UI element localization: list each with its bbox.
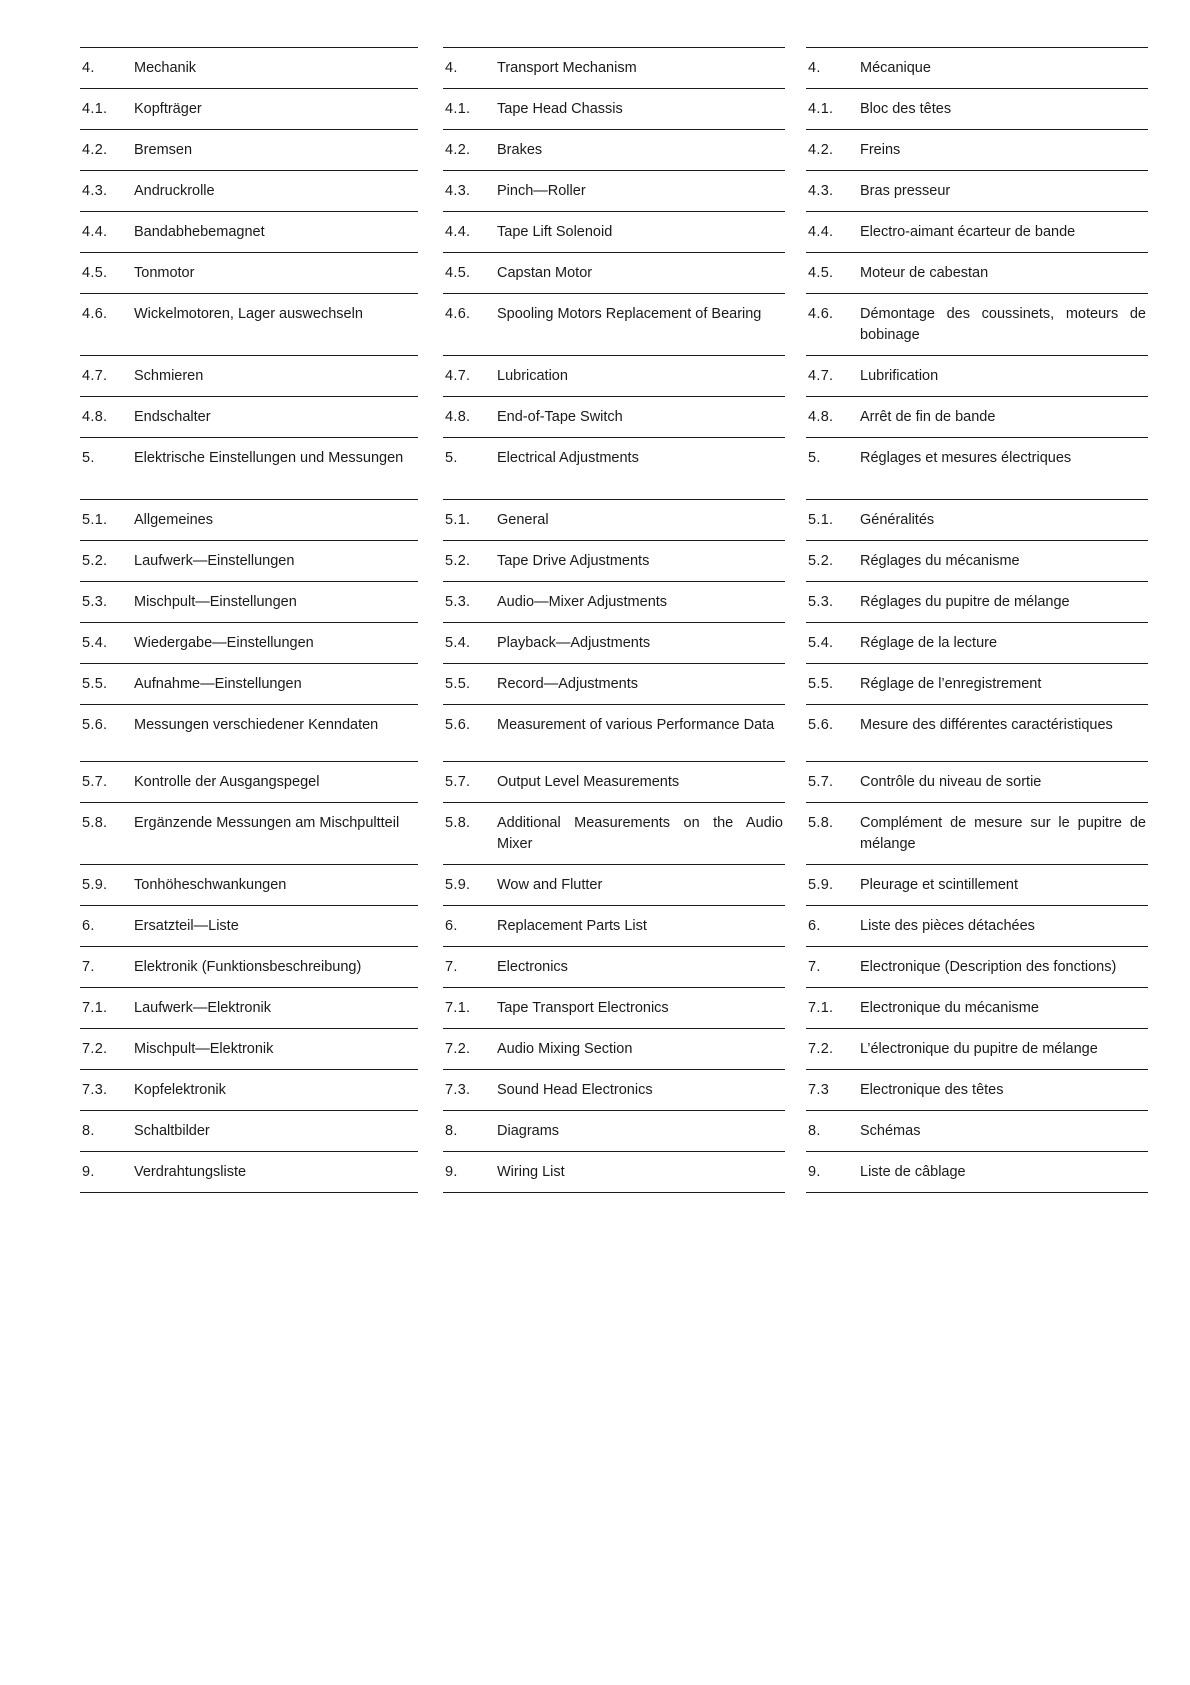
toc-entry-title: Réglage de la lecture [860,635,998,651]
toc-entry [80,1069,418,1110]
toc-entry-number: 5.6. [808,717,834,733]
toc-entry-number: 5.5. [82,676,108,692]
toc-entry-title: Mischpult—Einstellungen [134,594,297,610]
toc-entry [80,293,418,355]
toc-entry [443,581,785,622]
toc-entry [806,88,1148,129]
toc-entry-title: Kopfelektronik [134,1082,226,1098]
toc-entry-number: 6. [808,918,821,934]
toc-entry-number: 4.5. [82,265,108,281]
toc-entry-title: Replacement Parts List [497,918,647,934]
toc-entry [443,663,785,704]
toc-entry [80,499,418,540]
toc-entry [443,905,785,946]
toc-entry-title: Ergänzende Messungen am Mischpultteil [134,815,400,831]
toc-entry-title: Contrôle du niveau de sortie [860,774,1042,790]
toc-entry [806,129,1148,170]
toc-entry-number: 4. [82,60,95,76]
toc-entry-number: 4.4. [808,224,834,240]
toc-entry-title: Verdrahtungsliste [134,1164,247,1180]
toc-entry [806,355,1148,396]
toc-entry [443,88,785,129]
toc-entry [80,252,418,293]
toc-entry-number: 4.5. [445,265,471,281]
toc-entry-title: Liste des pièces détachées [860,918,1035,934]
toc-entry-title: Audio Mixing Section [497,1041,633,1057]
toc-entry-title: Tape Drive Adjustments [497,553,650,569]
toc-entry [806,761,1148,802]
toc-entry [80,946,418,987]
toc-entry-title: Playback—Adjustments [497,635,651,651]
toc-entry-number: 4. [808,60,821,76]
toc-entry [806,293,1148,355]
toc-entry-number: 4.3. [445,183,471,199]
toc-entry [806,905,1148,946]
toc-entry [80,864,418,905]
toc-entry-title: Moteur de cabestan [860,265,989,281]
toc-entry-title: Wickelmotoren, Lager auswechseln [134,306,363,322]
toc-entry-title: Record—Adjustments [497,676,639,692]
toc-entry-number: 4.4. [82,224,108,240]
toc-entry-title: Ersatzteil—Liste [134,918,239,934]
toc-entry-title: Elektronik (Funktionsbeschreibung) [134,959,362,975]
toc-entry-title: Spooling Motors Replacement of Bearing [497,306,762,322]
toc-entry [80,987,418,1028]
toc-entry-number: 4.7. [808,368,834,384]
toc-entry [443,1069,785,1110]
toc-entry-number: 5. [445,450,458,466]
toc-entry-title: Output Level Measurements [497,774,680,790]
toc-entry-number: 5.8. [82,815,108,831]
toc-entry [806,1069,1148,1110]
toc-entry-number: 7.2. [445,1041,471,1057]
toc-entry-title: Généralités [860,512,935,528]
toc-entry [443,129,785,170]
toc-entry-title: Electro-aimant écarteur de bande [860,224,1076,240]
toc-entry [806,581,1148,622]
toc-entry [443,704,785,761]
toc-entry-number: 9. [808,1164,821,1180]
toc-entry-title: Kontrolle der Ausgangspegel [134,774,320,790]
toc-entry-number: 4.1. [82,101,108,117]
toc-entry [443,1110,785,1151]
toc-entry [443,761,785,802]
toc-entry [80,761,418,802]
toc-entry-number: 5.3. [445,594,471,610]
toc-entry [443,622,785,663]
toc-entry-title: Tonmotor [134,265,195,281]
toc-entry [80,540,418,581]
toc-entry [443,987,785,1028]
toc-entry-title: Laufwerk—Einstellungen [134,553,295,569]
toc-entry [443,355,785,396]
toc-entry [80,355,418,396]
toc-entry-title: L’électronique du pupitre de mélange [860,1041,1098,1057]
toc-entry-number: 5. [808,450,821,466]
toc-entry [806,499,1148,540]
toc-entry-title: Freins [860,142,901,158]
toc-entry-number: 5.8. [808,815,834,831]
closing-rule [443,1192,785,1193]
toc-entry [80,88,418,129]
toc-entry [443,47,785,88]
toc-entry-number: 5.9. [445,877,471,893]
toc-entry-title: Bloc des têtes [860,101,952,117]
toc-entry-number: 4.2. [445,142,471,158]
toc-entry [806,437,1148,499]
toc-entry-number: 4.3. [808,183,834,199]
toc-entry-number: 9. [82,1164,95,1180]
toc-entry [443,1028,785,1069]
toc-entry-number: 5.1. [82,512,108,528]
toc-entry-title: Mischpult—Elektronik [134,1041,274,1057]
toc-entry-title: Laufwerk—Elektronik [134,1000,271,1016]
toc-entry-title: Capstan Motor [497,265,593,281]
toc-entry-number: 5.6. [445,717,471,733]
toc-entry [80,663,418,704]
toc-entry-title: Audio—Mixer Adjustments [497,594,668,610]
toc-entry-title: Schmieren [134,368,204,384]
toc-entry-title: Réglage de l’enregistrement [860,676,1042,692]
toc-entry-number: 7. [82,959,95,975]
toc-entry [80,1151,418,1192]
toc-entry-number: 4.8. [82,409,108,425]
toc-entry-number: 4.4. [445,224,471,240]
toc-entry-title: Réglages du mécanisme [860,553,1020,569]
toc-entry-number: 7. [445,959,458,975]
toc-entry-title: Transport Mechanism [497,60,637,76]
toc-entry-number: 4.6. [82,306,108,322]
toc-entry-number: 4.6. [808,306,834,322]
toc-entry-title: Brakes [497,142,543,158]
toc-entry-number: 5.5. [808,676,834,692]
toc-entry-title: Diagrams [497,1123,560,1139]
toc-entry [80,704,418,761]
toc-entry-number: 7.1. [445,1000,471,1016]
toc-entry-number: 5.2. [808,553,834,569]
toc-entry-title: Wow and Flutter [497,877,603,893]
toc-entry-title: Electronique des têtes [860,1082,1004,1098]
closing-rule [806,1192,1148,1193]
toc-entry-number: 5.7. [445,774,471,790]
toc-entry-title: Messungen verschiedener Kenndaten [134,717,379,733]
toc-entry-title: Tape Lift Solenoid [497,224,613,240]
toc-entry [443,211,785,252]
toc-entry-title: Liste de câblage [860,1164,966,1180]
toc-entry-title: Lubrification [860,368,939,384]
toc-entry-title: Aufnahme—Einstellungen [134,676,302,692]
toc-entry [443,252,785,293]
toc-entry [806,1028,1148,1069]
toc-entry-title: Tonhöheschwankungen [134,877,287,893]
toc-entry-number: 5.4. [445,635,471,651]
toc-entry-title: Démontage des coussinets, moteurs de bobinage [860,306,1146,343]
toc-entry-title: Réglages et mesures électriques [860,450,1072,466]
toc-entry-number: 4.5. [808,265,834,281]
toc-entry [806,47,1148,88]
toc-entry-number: 5.8. [445,815,471,831]
toc-entry-number: 5.9. [82,877,108,893]
toc-entry [443,293,785,355]
toc-entry [443,864,785,905]
toc-entry-number: 7.3 [808,1082,830,1098]
toc-entry-number: 4.8. [445,409,471,425]
column-french [806,47,1148,1193]
toc-entry-number: 4. [445,60,458,76]
toc-entry [806,704,1148,761]
toc-entry-title: Pinch—Roller [497,183,586,199]
toc-entry-number: 4.1. [808,101,834,117]
toc-entry [806,802,1148,864]
toc-entry-number: 4.6. [445,306,471,322]
toc-entry-number: 7.3. [445,1082,471,1098]
toc-entry [806,987,1148,1028]
toc-entry-number: 4.7. [82,368,108,384]
column-english [443,47,785,1193]
toc-entry-title: Bras presseur [860,183,951,199]
toc-entry-number: 7.2. [82,1041,108,1057]
toc-entry-number: 5.5. [445,676,471,692]
toc-entry-title: Kopfträger [134,101,202,117]
toc-entry-title: Andruckrolle [134,183,215,199]
toc-entry-title: Schémas [860,1123,921,1139]
column-german [80,47,418,1193]
toc-entry-title: Bandabhebemagnet [134,224,265,240]
toc-entry-number: 4.2. [82,142,108,158]
toc-entry-number: 7.1. [82,1000,108,1016]
toc-entry [80,802,418,864]
toc-entry-number: 7.1. [808,1000,834,1016]
toc-entry-title: Complément de mesure sur le pupitre de mélange [860,815,1146,852]
toc-entry-title: Endschalter [134,409,211,425]
toc-entry [443,499,785,540]
toc-entry [806,663,1148,704]
toc-entry [80,129,418,170]
toc-entry [806,946,1148,987]
toc-entry-title: Mécanique [860,60,931,76]
toc-entry-number: 5.4. [82,635,108,651]
toc-entry [443,170,785,211]
toc-entry [443,396,785,437]
toc-entry-number: 4.8. [808,409,834,425]
toc-entry-title: Lubrication [497,368,568,384]
toc-entry-title: Measurement of various Performance Data [497,717,775,733]
toc-entry-title: Wiring List [497,1164,565,1180]
toc-entry-title: Allgemeines [134,512,213,528]
toc-entry-title: General [497,512,549,528]
toc-entry [806,1151,1148,1192]
toc-entry [80,1110,418,1151]
toc-entry [443,437,785,499]
toc-entry [80,396,418,437]
toc-entry-title: Electronique (Description des fonctions) [860,959,1117,975]
toc-entry-number: 5.6. [82,717,108,733]
toc-entry-title: Bremsen [134,142,193,158]
toc-entry-title: Tape Head Chassis [497,101,623,117]
toc-entry-title: Réglages du pupitre de mélange [860,594,1070,610]
toc-entry-title: Elektrische Einstellungen und Messungen [134,450,404,466]
toc-entry [806,170,1148,211]
toc-entry-number: 4.2. [808,142,834,158]
toc-entry-number: 8. [445,1123,458,1139]
toc-entry-title: Mesure des différentes caractéristiques [860,717,1113,733]
toc-entry-number: 7.2. [808,1041,834,1057]
toc-entry-number: 8. [808,1123,821,1139]
toc-entry [806,252,1148,293]
toc-entry [80,170,418,211]
toc-entry-title: Sound Head Electronics [497,1082,653,1098]
toc-entry-number: 5.3. [808,594,834,610]
toc-entry-title: Electronique du mécanisme [860,1000,1039,1016]
toc-entry-number: 4.1. [445,101,471,117]
toc-entry-title: Arrêt de fin de bande [860,409,996,425]
toc-entry [80,905,418,946]
toc-entry [806,396,1148,437]
toc-entry-title: Pleurage et scintillement [860,877,1018,893]
toc-entry [80,1028,418,1069]
toc-entry-number: 5.7. [808,774,834,790]
toc-entry [80,437,418,499]
toc-entry [443,946,785,987]
toc-entry-title: Wiedergabe—Einstellungen [134,635,314,651]
toc-entry-number: 5.2. [445,553,471,569]
toc-entry-number: 8. [82,1123,95,1139]
toc-entry-number: 5.9. [808,877,834,893]
toc-entry-number: 5.7. [82,774,108,790]
toc-entry [443,802,785,864]
toc-entry-title: Electronics [497,959,568,975]
toc-entry-number: 9. [445,1164,458,1180]
toc-entry-number: 7.3. [82,1082,108,1098]
toc-entry-number: 5.3. [82,594,108,610]
toc-entry-number: 5.1. [445,512,471,528]
toc-entry-number: 6. [82,918,95,934]
toc-entry [806,1110,1148,1151]
toc-entry-number: 5.4. [808,635,834,651]
toc-entry-number: 5.2. [82,553,108,569]
toc-entry-title: End-of-Tape Switch [497,409,623,425]
toc-entry [806,211,1148,252]
toc-entry-title: Electrical Adjustments [497,450,639,466]
toc-entry-number: 7. [808,959,821,975]
toc-entry [80,622,418,663]
closing-rule [80,1192,418,1193]
toc-entry-title: Additional Measurements on the Audio Mixer [497,815,783,852]
toc-entry [80,581,418,622]
toc-entry-number: 5. [82,450,95,466]
toc-entry [806,622,1148,663]
toc-entry-number: 4.3. [82,183,108,199]
toc-entry [443,1151,785,1192]
toc-entry [80,211,418,252]
toc-entry [80,47,418,88]
toc-entry-number: 4.7. [445,368,471,384]
toc-entry-title: Mechanik [134,60,197,76]
toc-entry-number: 5.1. [808,512,834,528]
toc-entry [806,864,1148,905]
toc-entry-title: Schaltbilder [134,1123,210,1139]
toc-entry-title: Tape Transport Electronics [497,1000,669,1016]
toc-entry [806,540,1148,581]
toc-entry-number: 6. [445,918,458,934]
toc-entry [443,540,785,581]
